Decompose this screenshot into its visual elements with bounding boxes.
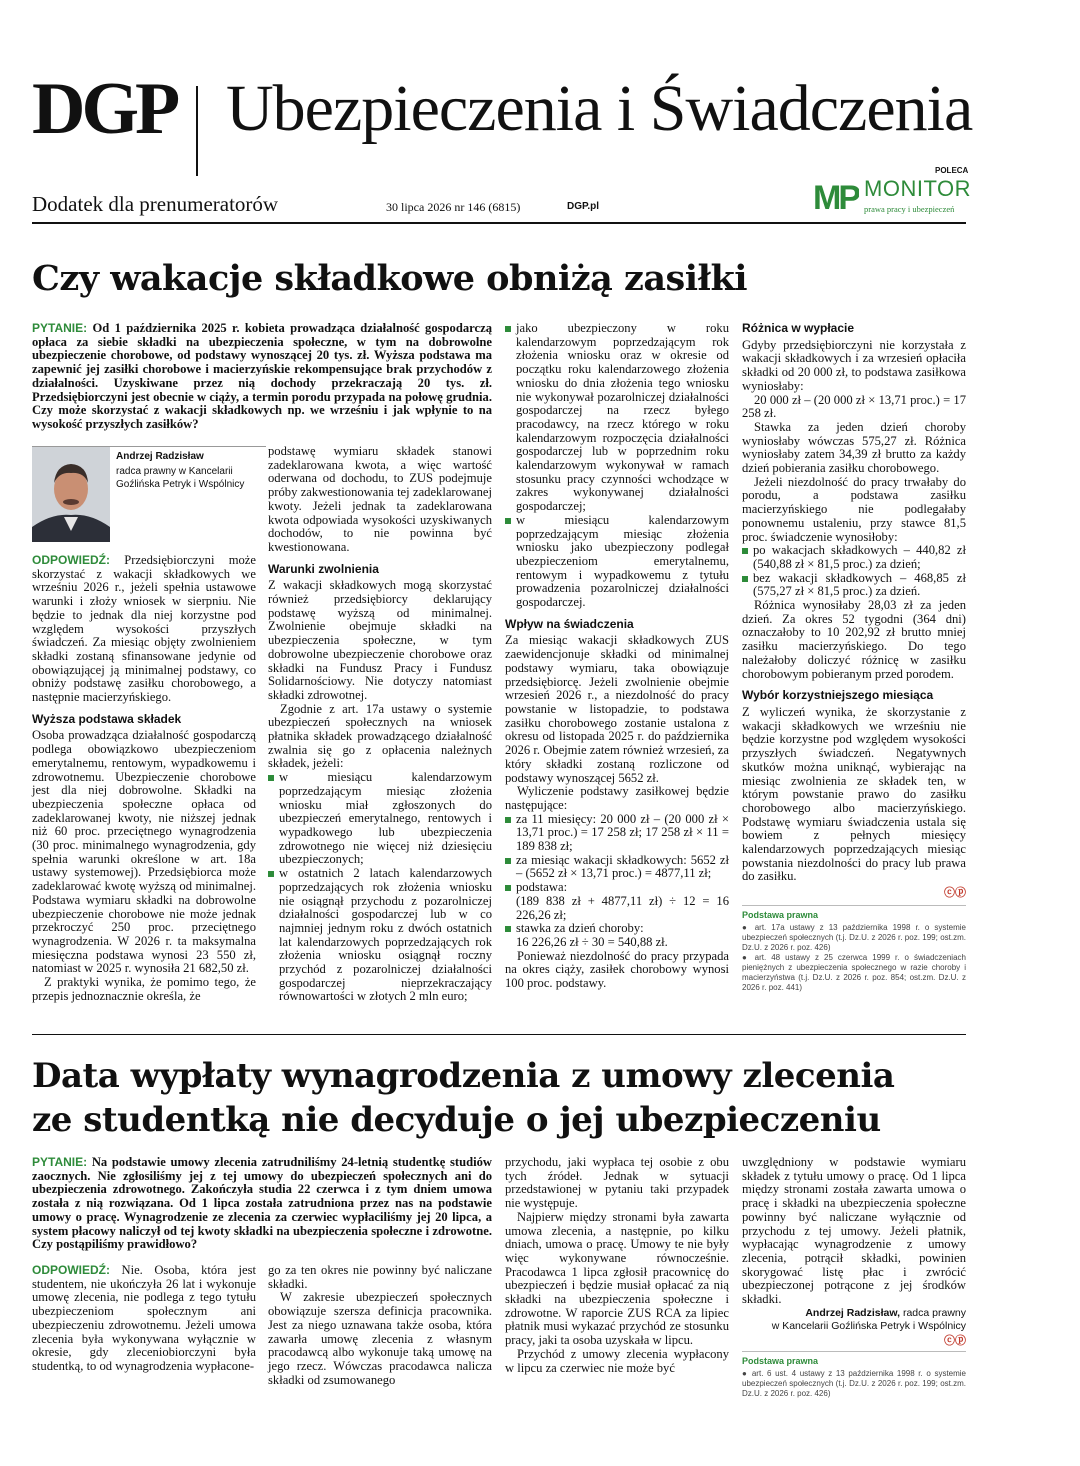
paragraph: Przychód z umowy zlecenia wypłacony w lipcu za czerwiec nie może być <box>505 1346 729 1375</box>
article2-question <box>32 1156 492 1252</box>
legal-basis-item: ● art. 6 ust. 4 ustawy z 13 października 1998 r. o systemie ubezpieczeń społecznych (t.j. Dz.U. z 2026 r. poz. 199; ost.zm. Dz.U. z 2026 r. poz. 426) <box>742 1368 967 1398</box>
subhead-difference: Różnica w wypłacie <box>742 321 855 335</box>
list-item: w ostatnich 2 latach kalendarzowych poprzedzających rok złożenia wniosku nie osiągnął przychodu z pozarolniczej działalności gospodarczej lub w co najmniej jednym roku z dwóch ostatnich lat kalendarzowych poprzedzających rok złożenia wniosku osiągnął roczny przychód z pozarolniczej działalności gospodarczej nieprzekraczający równowartości w złotych 2 mln euro; <box>268 867 492 1004</box>
paragraph: Gdyby przedsiębiorczyni nie korzystała z wakacji składkowych i za wrzesień opłaciła składki od 20 000 zł, to podstawa zasiłkowa wyniosłaby: <box>742 337 966 393</box>
legal-basis-heading: Podstawa prawna <box>742 1355 819 1366</box>
list-item: podstawa: <box>505 881 729 895</box>
masthead-divider <box>196 86 198 176</box>
article1-question <box>32 322 492 432</box>
signature <box>742 1307 966 1334</box>
legal-basis-heading: Podstawa prawna <box>742 909 819 920</box>
list-item: po wakacjach składkowych – 440,82 zł (540,88 zł × 81,5 proc.) za dzień; <box>742 544 966 571</box>
list-item: w miesiącu kalendarzowym poprzedzającym miesiąc złożenia wniosku jako ubezpieczony podlegał ubezpieczeniom emerytalnemu, rentowym i wypadkowemu z tytułu prowadzenia pozarolniczej działalności gospodarczej. <box>505 514 729 610</box>
legal-basis-box <box>742 1351 966 1399</box>
article2-title-line2: ze studentką nie decyduje o jej ubezpieczeniu <box>32 1100 881 1140</box>
article1-col1 <box>32 554 256 1004</box>
paragraph: Za miesiąc wakacji składkowych ZUS zaewidencjonuje składki od minimalnej podstawy wymiaru, taka obowiązuje przedsiębiorcę. Jeżeli zwolnienie obejmie wrzesień 2026 r., a niezdolność do pracy powstanie w listopadzie, to podstawa zasiłku chorobowego zostanie ustalona z okresu od listopada 2025 r. do października 2026 r. Obejmie zatem również wrzesień, za który składki zostaną rozliczone od podstawy wynoszącej 5652 zł. <box>505 633 729 785</box>
list-item: bez wakacji składkowych – 468,85 zł (575,27 zł × 81,5 proc.) za dzień. <box>742 572 966 599</box>
paragraph: Z wyliczeń wynika, że skorzystanie z wakacji składkowych we wrześniu nie będzie korzystne pod względem wysokości przyszłych świadczeń. Negatywnych skutków można uniknąć, wybierając na miesiąc zwolnienia ze składek ten, w którym powstanie prawo do zasiłku chorobowego albo macierzyńskiego. Podstawę wymiaru świadczenia ustala się bowiem z pełnych miesięcy kalendarzowych poprzedzających miesiąc powstania niezdolności do pracy lub prawa do zasiłku. <box>742 704 966 884</box>
svg-text:MP: MP <box>813 179 858 214</box>
author-name: Andrzej Radzisław <box>116 451 204 462</box>
paragraph: Ponieważ niezdolność do pracy przypada na okres ciąży, zasiłek chorobowy wynosi 100 proc. podstawy. <box>505 948 729 991</box>
list-item: stawka za dzień choroby: <box>505 922 729 936</box>
article2-col2 <box>268 1264 492 1387</box>
paragraph: Z wakacji składkowych mogą skorzystać również przedsiębiorcy deklarujący podstawę wyższą od minimalnej. Zwolnienie obejmuje składki na ubezpieczenia społeczne, w tym dobrowolne ubezpieczenie chorobowe oraz składki na Fundusz Pracy i Fundusz Solidarnościowy. Nie dotyczy natomiast składki zdrowotnej. <box>268 578 492 702</box>
paragraph: W zakresie ubezpieczeń społecznych obowiązuje szersza definicja pracownika. Jest za niego uznawana także osoba, która zawarła umowę zlecenia z własnym pracodawcą albo wykonuje taką umowę na jego rzecz. Wówczas pracodawca nalicza składki od zsumowanego <box>268 1290 492 1387</box>
paragraph: Wyliczenie podstawy zasiłkowej będzie następujące: <box>505 784 729 812</box>
paragraph: Z praktyki wynika, że pomimo tego, że przepis jednoznacznie określa, że <box>32 975 256 1003</box>
article-divider <box>32 1034 966 1035</box>
paragraph: przychodu, jaki wypłaca tej osobie z obu tych źródeł. Jednak w sytuacji przedstawionej w pytaniu taki przypadek nie występuje. <box>505 1155 729 1211</box>
answer-label: ODPOWIEDŹ: <box>32 1263 110 1277</box>
paragraph: Stawka za jeden dzień choroby wyniosłaby wówczas 575,27 zł. Różnica wyniosłaby zatem 34,39 zł brutto za każdy dzień pobierania zasiłku chorobowego. <box>742 419 966 476</box>
list-item: jako ubezpieczony w roku kalendarzowym poprzedzającym rok złożenia wniosku oraz w okresie od początku roku kalendarzowego złożenia wniosku do dnia złożenia tego wniosku nie wykonywał pozarolniczej działalności gospodarczej na rzecz byłego pracodawcy, na rzecz którego w roku kalendarzowym rozpoczęcia działalności gospodarczej lub w poprzednim roku kalendarzowym wykonywał w ramach stosunku pracy czynności wchodzące w zakres wykonywanej działalności gospodarczej; <box>505 322 729 514</box>
paragraph: Osoba prowadząca działalność gospodarczą podlega obowiązkowo ubezpieczeniom emerytalnemu, rentowym, wypadkowemu i zdrowotnemu. Ubezpieczenie chorobowe jest dla niej dobrowolne. Składki na ubezpieczenia społeczne opłaca od zadeklarowanej kwoty, nie niższej jednak niż 60 proc. przeciętnego wynagrodzenia (30 proc. minimalnego wynagrodzenia, gdy spełnia warunki określone w art. 18a ustawy systemowej). Przedsiębiorca może zadeklarować kwotę wyższą od minimalnej. Podstawa wymiaru składki na dobrowolne ubezpieczenie chorobowe nie może jednak przekroczyć 250 proc. przeciętnego wynagrodzenia. W 2026 r. ta maksymalna miesięczna podstawa wynosi 23 550 zł, natomiast w 2025 r. wynosiła 21 682,50 zł. <box>32 728 256 976</box>
article1-col3 <box>505 322 729 991</box>
legal-basis-item: ● art. 17a ustawy z 13 października 1998 r. o systemie ubezpieczeń społecznych (t.j. Dz.U. z 2026 r. poz. 199; ost.zm. Dz.U. z 2026 r. poz. 426) <box>742 922 966 952</box>
paragraph: Najpierw między stronami była zawarta umowa zlecenia, a następnie, po kilku dniach, umowa o pracę. Umowy te nie były więc wykonywane równocześnie. Pracodawca 1 lipca zgłosił pracownicę do ubezpieczeń i będzie musiał opłacać za nią składki na ubezpieczenia społeczne i zdrowotne. W raporcie ZUS RCA za lipiec płatnik musi wykazać przychód ze stosunku pracy, jaki ta osoba uzyskała w lipcu. <box>505 1209 729 1348</box>
question-label: PYTANIE: <box>32 1155 88 1169</box>
article2-col3 <box>505 1156 729 1375</box>
paragraph: Różnica wynosiłaby 28,03 zł za jeden dzień. Za okres 52 tygodni (364 dni) oznaczałoby to 10 202,92 zł brutto mniej zasiłku macierzyńskiego. Do tego należałoby doliczyć różnicę w zasiłku chorobowym pobieranym przed porodem. <box>742 598 966 681</box>
subhead-conditions: Warunki zwolnienia <box>268 561 379 576</box>
article1-col2 <box>268 445 492 1004</box>
section-title: Ubezpieczenia i Świadczenia <box>226 72 973 145</box>
article1-title: Czy wakacje składkowe obniżą zasiłki <box>32 258 748 299</box>
article2-title-line1: Data wypłaty wynagrodzenia z umowy zlecenia <box>32 1056 895 1096</box>
question-text: Na podstawie umowy zlecenia zatrudniliśmy 24-letnią studentkę studiów zaocznych. Nie zgłosiliśmy jej z tej umowy do ubezpieczeń społecznych ani do ubezpieczenia zdrowotnego. Zakończyła studia 22 czerwca i z tym dniem umowa została z nią rozwiązana. Od 1 lipca została zatrudniona przez nas na podstawie umowy o pracę. Wynagrodzenie ze zlecenia za czerwiec wypłaciliśmy jej 20 lipca, a system płacowy naliczył od tej kwoty składki na ubezpieczenia społeczne i zdrowotne. Czy postąpiliśmy prawidłowo? <box>32 1155 492 1252</box>
monitor-logo-icon <box>813 178 859 214</box>
subhead-impact: Wpływ na świadczenia <box>505 616 634 631</box>
paragraph: Jeżeli niezdolność do pracy trwałaby do porodu, a podstawa zasiłku macierzyńskiego nie podlegałaby ponownemu ustaleniu, przy stawce 81,5 proc. świadczenie wynosiłoby: <box>742 474 966 544</box>
masthead-rule <box>32 222 966 224</box>
signature-role: radca prawny <box>902 1306 966 1319</box>
list-item: za miesiąc wakacji składkowych: 5652 zł – (5652 zł × 13,71 proc.) = 4877,11 zł; <box>505 854 729 881</box>
author-photo <box>32 447 110 542</box>
answer-label: ODPOWIEDŹ: <box>32 553 110 567</box>
list-item: za 11 miesięcy: 20 000 zł – (20 000 zł × 13,71 proc.) = 17 258 zł; 17 258 zł × 11 = 189 838 zł; <box>505 813 729 854</box>
answer-text: Przedsiębiorczyni może skorzystać z wakacji składkowych we wrześniu 2026 r., jeżeli spełnia ustawowe warunki i złoży wniosek w sierpniu. Nie będzie to jednak dla niej korzystne pod względem wysokości przyszłych świadczeń. Za miesiąc objęty zwolnieniem składki zostaną sfinansowane jedynie od obowiązującej ją minimalnej podstawy, co obniży podstawę zasiłku chorobowego, a następnie macierzyńskiego. <box>32 553 256 705</box>
article2-title <box>32 1054 894 1142</box>
answer-text: Nie. Osoba, która jest studentem, nie ukończyła 26 lat i wykonuje umowę zlecenia, nie podlega z tego tytułu ubezpieczeniom społecznym ani ubezpieczeniu zdrowotnemu. Jeżeli umowa zlecenia była wykonywana wyłącznie w okresie, gdy zleceniobiorczyni była studentką, to od wynagrodzenia wypłacone- <box>32 1263 256 1373</box>
paragraph: Zgodnie z art. 17a ustawy o systemie ubezpieczeń społecznych na wniosek płatnika składek prowadzącego działalność zwalnia się go z opłacenia należnych składek, jeżeli: <box>268 701 492 771</box>
legal-basis-text: art. 17a ustawy z 13 października 1998 r. o systemie ubezpieczeń społecznych (t.j. Dz.U. z 2026 r. poz. 199; ost.zm. Dz.U. z 2026 r. poz. 426) <box>742 922 966 952</box>
copyright-mark: ⓒⓟ <box>944 887 966 900</box>
issue-info: 30 lipca 2026 nr 146 (6815) <box>386 200 521 214</box>
site-link[interactable]: DGP.pl <box>567 201 600 212</box>
signature-name: Andrzej Radzisław, <box>805 1306 901 1319</box>
article1-col4 <box>742 322 966 993</box>
legal-basis-box <box>742 905 966 993</box>
legal-basis-text: art. 48 ustawy z 25 czerwca 1999 r. o świadczeniach pieniężnych z ubezpieczenia społecznego w razie choroby i macierzyństwa (t.j. Dz.U. z 2026 r. poz. 854; ost.zm. Dz.U. z 2026 r. poz. 441) <box>742 952 966 992</box>
article2-col1 <box>32 1264 256 1374</box>
copyright-mark: ⓒⓟ <box>944 1335 966 1348</box>
calculation: 20 000 zł – (20 000 zł × 13,71 proc.) = 17 258 zł. <box>742 392 966 421</box>
author-portrait-icon <box>32 447 110 542</box>
paragraph: podstawę wymiaru składek stanowi zadeklarowana kwota, a więc wartość oderwana od dochodu, to ZUS podejmuje próby zakwestionowania tej zadeklarowanej kwoty. Jeżeli jednak ta zadeklarowana kwota odpowiada wysokości uzyskiwanych dochodów, to nie powinna być kwestionowana. <box>268 444 492 554</box>
calculation: 16 226,26 zł ÷ 30 = 540,88 zł. <box>516 934 668 949</box>
question-text: Od 1 października 2025 r. kobieta prowadząca działalność gospodarczą opłaca za siebie składki na ubezpieczenia społeczne, w tym na dobrowolne ubezpieczenie chorobowe, od podstawy wynoszącej 20 tys. zł. Wyższa podstawa ma zapewnić jej zasiłki chorobowe i macierzyńskie rekompensujące brak przychodów z działalności. Uzyskiwane przez nią dochody przekraczają 20 tys. zł. Przedsiębiorczyni jest obecnie w ciąży, a termin porodu przypada na połowę grudnia. Czy może skorzystać z wakacji składkowych np. we wrześniu i jak wpłynie to na wysokość przyszłych zasiłków? <box>32 321 492 431</box>
paragraph: uwzględniony w podstawie wymiaru składek z tytułu umowy o pracę. Od 1 lipca między stronami została zawarta umowa o pracę i składki na ubezpieczenia społeczne powinny być naliczane wyłącznie od przychodu z tej umowy. Jeżeli płatnik, wypłacając wynagrodzenie z umowy zlecenia, potrącił składki, powinien skorygować listę płac i zwrócić ubezpieczonej potrącone z jej środków składki. <box>742 1155 966 1307</box>
recommends-label: POLECA <box>935 166 969 175</box>
monitor-brand: MONITOR <box>864 176 971 201</box>
subhead-higher-base: Wyższa podstawa składek <box>32 711 182 726</box>
question-label: PYTANIE: <box>32 321 88 335</box>
list-item: w miesiącu kalendarzowym poprzedzającym miesiąc złożenia wniosku miał zgłoszonych do ubezpieczeń emerytalnego, rentowych i wypadkowego lub ubezpieczenia zdrowotnego nie więcej niż dziesięciu ubezpieczonych; <box>268 771 492 867</box>
dgp-logo: DGP <box>32 68 177 150</box>
author-role: radca prawny w Kancelarii Goźlińska Petryk i Wspólnicy <box>116 466 245 490</box>
supplement-tagline: Dodatek dla prenumeratorów <box>32 192 279 216</box>
subhead-choice: Wybór korzystniejszego miesiąca <box>742 688 934 703</box>
paragraph: go za ten okres nie powinny być naliczane składki. <box>268 1263 492 1291</box>
monitor-subtitle: prawa pracy i ubezpieczeń <box>864 204 955 214</box>
article2-col4 <box>742 1156 966 1399</box>
legal-basis-text: art. 6 ust. 4 ustawy z 13 października 1998 r. o systemie ubezpieczeń społecznych (t.j. Dz.U. z 2026 r. poz. 199; ost.zm. Dz.U. z 2026 r. poz. 426) <box>742 1368 967 1398</box>
signature-firm: w Kancelarii Goźlińska Petryk i Wspólnicy <box>771 1320 966 1333</box>
legal-basis-item: ● art. 48 ustawy z 25 czerwca 1999 r. o świadczeniach pieniężnych z ubezpieczenia społecznego w razie choroby i macierzyństwa (t.j. Dz.U. z 2026 r. poz. 854; ost.zm. Dz.U. z 2026 r. poz. 441) <box>742 952 966 992</box>
calculation: (189 838 zł + 4877,11 zł) ÷ 12 = 16 226,26 zł; <box>516 893 729 922</box>
